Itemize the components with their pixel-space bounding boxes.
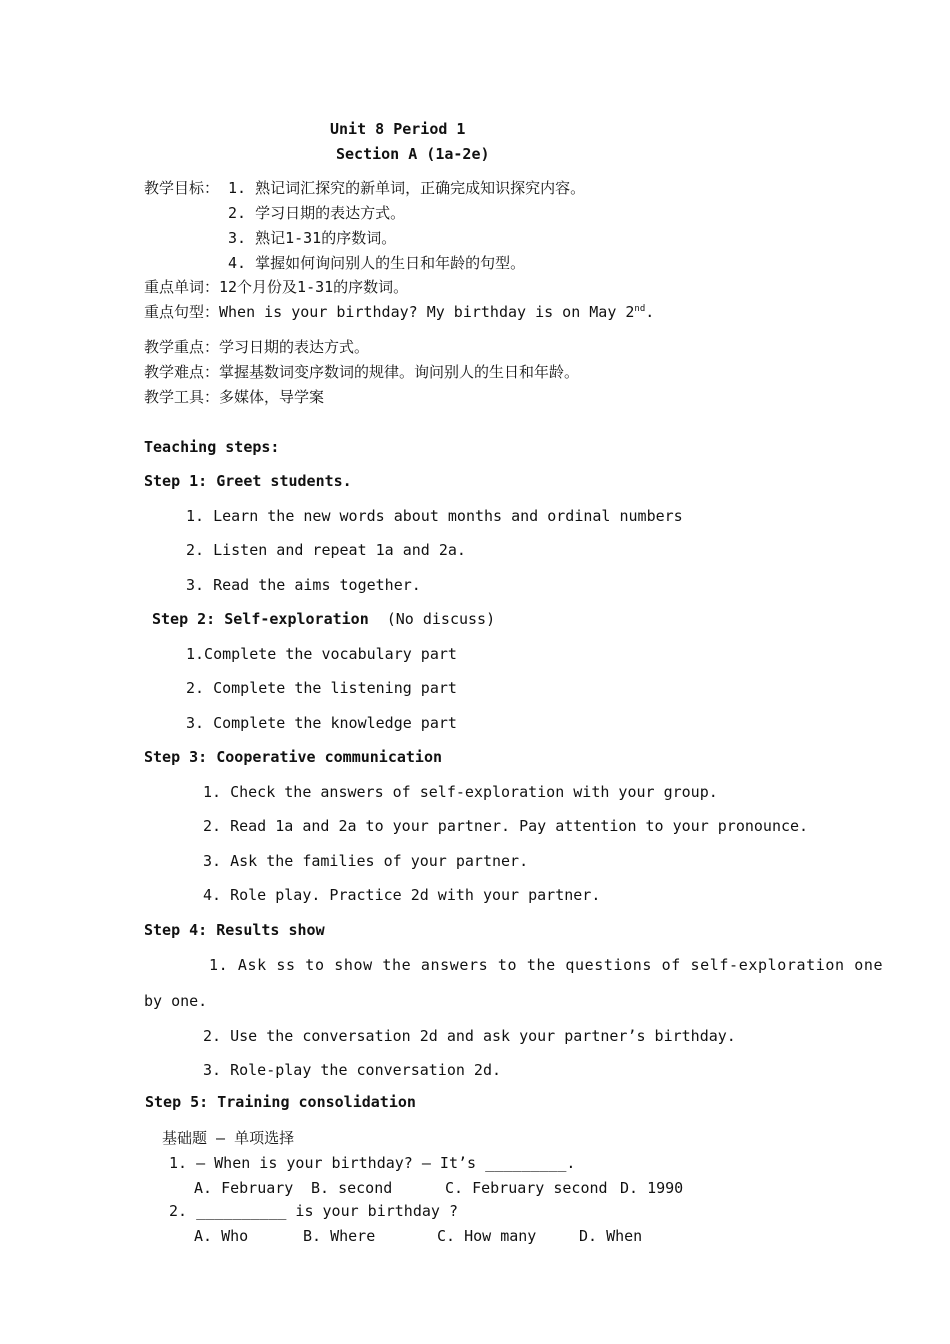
step4-item: 1. Ask ss to show the answers to the questions of self-exploration one bbox=[209, 956, 884, 974]
key-words: 重点单词：12个月份及1-31的序数词。 bbox=[144, 278, 409, 296]
question-option: A. Who bbox=[194, 1227, 249, 1245]
step3-item: 3. Ask the families of your partner. bbox=[203, 852, 529, 870]
step3-title: Step 3: Cooperative communication bbox=[144, 748, 443, 766]
step1-item: 2. Listen and repeat 1a and 2a. bbox=[186, 541, 466, 559]
question-option: A. February bbox=[194, 1179, 294, 1197]
key-sentence bbox=[144, 302, 654, 322]
teaching-steps-heading: Teaching steps: bbox=[144, 438, 280, 456]
step2-heading bbox=[152, 609, 495, 629]
objective-item: 2. 学习日期的表达方式。 bbox=[228, 204, 406, 222]
exercise-section-label: 基础题 — 单项选择 bbox=[162, 1129, 295, 1147]
step2-note: (No discuss) bbox=[386, 610, 496, 628]
step1-item: 1. Learn the new words about months and ordinal numbers bbox=[186, 507, 683, 525]
key-sentence-sup: nd bbox=[634, 304, 646, 314]
question-stem: 1. — When is your birthday? — It’s _________. bbox=[169, 1154, 576, 1172]
step4-item: 2. Use the conversation 2d and ask your partner’s birthday. bbox=[203, 1027, 736, 1045]
step1-item: 3. Read the aims together. bbox=[186, 576, 421, 594]
step3-item: 1. Check the answers of self-exploration with your group. bbox=[203, 783, 718, 801]
page-title: Unit 8 Period 1 bbox=[330, 120, 466, 138]
question-option: B. Where bbox=[303, 1227, 376, 1245]
question-option: C. How many bbox=[437, 1227, 537, 1245]
objectives-label: 教学目标： bbox=[144, 179, 220, 197]
objective-item: 3. 熟记1-31的序数词。 bbox=[228, 229, 397, 247]
step2-item: 2. Complete the listening part bbox=[186, 679, 457, 697]
step2-item: 3. Complete the knowledge part bbox=[186, 714, 457, 732]
key-sentence-end: . bbox=[645, 303, 655, 321]
step4-title: Step 4: Results show bbox=[144, 921, 325, 939]
question-option: D. When bbox=[579, 1227, 643, 1245]
teaching-focus: 教学重点：学习日期的表达方式。 bbox=[144, 338, 370, 356]
step1-title: Step 1: Greet students. bbox=[144, 472, 352, 490]
teaching-tools: 教学工具：多媒体，导学案 bbox=[144, 388, 325, 406]
step2-title: Step 2: Self-exploration bbox=[152, 610, 369, 628]
objective-item: 4. 掌握如何询问别人的生日和年龄的句型。 bbox=[228, 254, 526, 272]
page-subtitle: Section A (1a-2e) bbox=[336, 145, 490, 163]
key-sentence-text: 重点句型：When is your birthday? My birthday is on May 2 bbox=[144, 303, 635, 321]
step5-title: Step 5: Training consolidation bbox=[145, 1093, 416, 1111]
step3-item: 4. Role play. Practice 2d with your partner. bbox=[203, 886, 601, 904]
step4-item: 3. Role-play the conversation 2d. bbox=[203, 1061, 502, 1079]
step4-item-continuation: by one. bbox=[144, 992, 208, 1010]
teaching-difficulty: 教学难点：掌握基数词变序数词的规律。询问别人的生日和年龄。 bbox=[144, 363, 580, 381]
question-option: B. second bbox=[311, 1179, 393, 1197]
step2-item: 1.Complete the vocabulary part bbox=[186, 645, 457, 663]
question-stem: 2. __________ is your birthday ? bbox=[169, 1202, 458, 1220]
objective-item: 1. 熟记词汇探究的新单词，正确完成知识探究内容。 bbox=[228, 179, 586, 197]
question-option: C. February second bbox=[445, 1179, 608, 1197]
step3-item: 2. Read 1a and 2a to your partner. Pay attention to your pronounce. bbox=[203, 817, 809, 835]
question-option: D. 1990 bbox=[620, 1179, 684, 1197]
